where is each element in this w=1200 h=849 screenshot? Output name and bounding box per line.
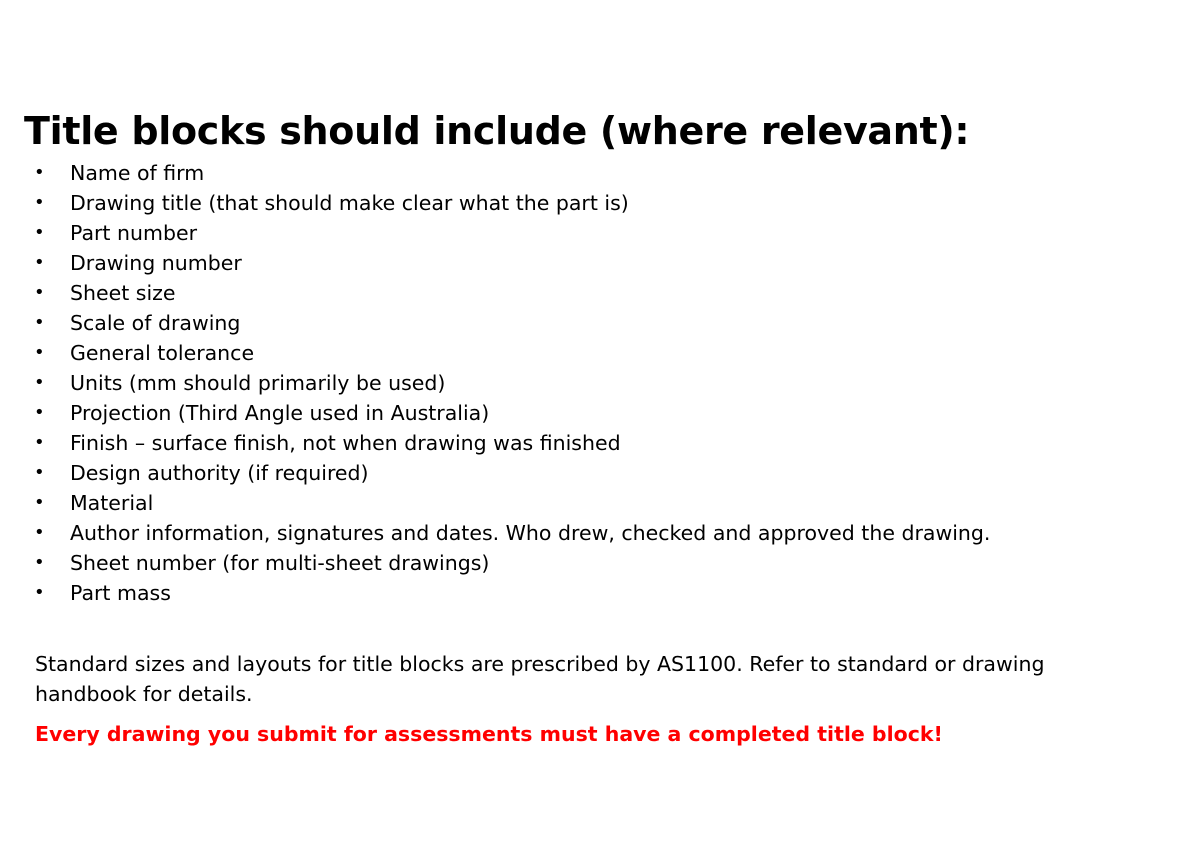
bullet-icon: •	[34, 372, 45, 393]
list-item-label: Drawing title (that should make clear what the part is)	[70, 191, 629, 215]
list-item	[34, 548, 1154, 578]
list-item-label: Finish – surface finish, not when drawing was finished	[70, 431, 621, 455]
warning-text: Every drawing you submit for assessments must have a completed title block!	[35, 722, 943, 746]
bullet-icon: •	[34, 522, 45, 543]
list-item-label: Units (mm should primarily be used)	[70, 371, 446, 395]
list-item	[34, 458, 1154, 488]
list-item-label: Material	[70, 491, 154, 515]
bullet-icon: •	[34, 192, 45, 213]
list-item-label: General tolerance	[70, 341, 255, 365]
bullet-icon: •	[34, 162, 45, 183]
list-item-label: Design authority (if required)	[70, 461, 369, 485]
list-item-label: Sheet number (for multi-sheet drawings)	[70, 551, 490, 575]
standards-note: Standard sizes and layouts for title blocks are prescribed by AS1100. Refer to standard or drawing handbook for details.	[35, 652, 1045, 706]
bullet-icon: •	[34, 552, 45, 573]
bullet-icon: •	[34, 282, 45, 303]
list-item	[34, 158, 1154, 188]
list-item	[34, 188, 1154, 218]
list-item	[34, 428, 1154, 458]
list-item	[34, 518, 1154, 548]
slide-title: Title blocks should include (where relevant):	[24, 109, 970, 153]
list-item	[34, 338, 1154, 368]
list-item	[34, 308, 1154, 338]
list-item-label: Projection (Third Angle used in Australia)	[70, 401, 490, 425]
bullet-icon: •	[34, 432, 45, 453]
title-block-items-list	[34, 158, 1154, 608]
bullet-icon: •	[34, 582, 45, 603]
list-item	[34, 368, 1154, 398]
bullet-icon: •	[34, 462, 45, 483]
list-item	[34, 398, 1154, 428]
list-item-label: Scale of drawing	[70, 311, 241, 335]
bullet-icon: •	[34, 342, 45, 363]
list-item	[34, 278, 1154, 308]
bullet-icon: •	[34, 312, 45, 333]
list-item	[34, 248, 1154, 278]
list-item	[34, 488, 1154, 518]
list-item-label: Part mass	[70, 581, 171, 605]
bullet-icon: •	[34, 222, 45, 243]
list-item-label: Author information, signatures and dates. Who drew, checked and approved the drawing.	[70, 521, 991, 545]
list-item-label: Name of firm	[70, 161, 205, 185]
bullet-icon: •	[34, 402, 45, 423]
bullet-icon: •	[34, 252, 45, 273]
list-item-label: Sheet size	[70, 281, 176, 305]
list-item-label: Drawing number	[70, 251, 242, 275]
list-item	[34, 578, 1154, 608]
list-item-label: Part number	[70, 221, 197, 245]
bullet-icon: •	[34, 492, 45, 513]
list-item	[34, 218, 1154, 248]
